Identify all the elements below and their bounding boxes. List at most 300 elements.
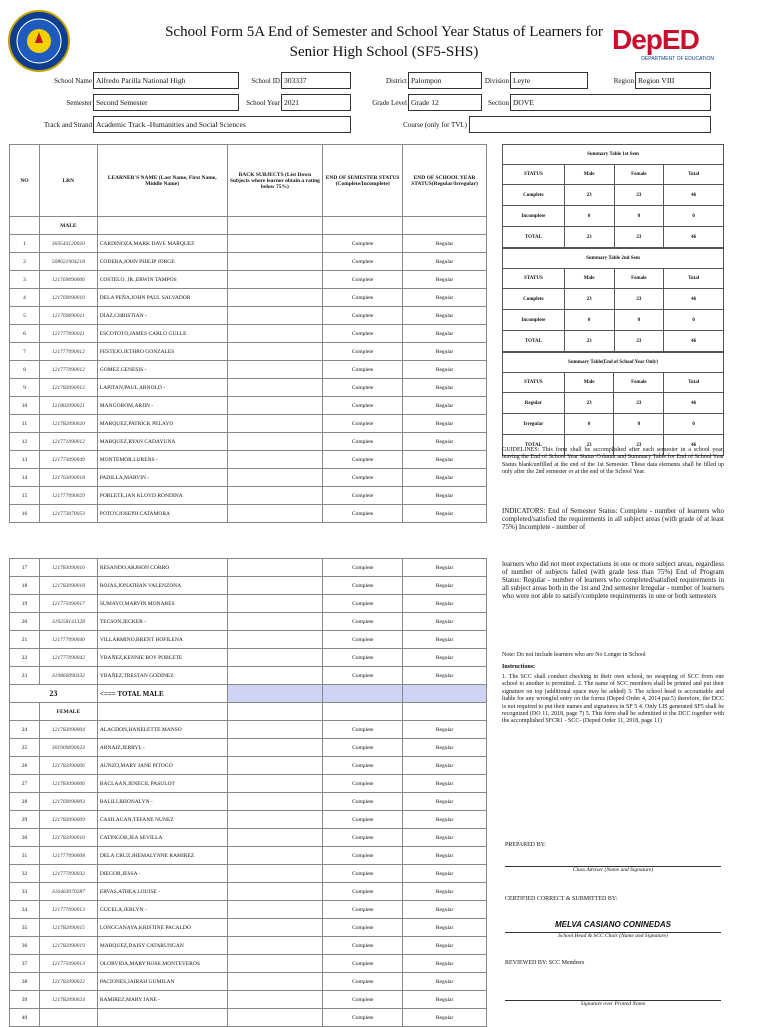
school-name-field[interactable]: Alfredo Parilla National High [93, 72, 239, 89]
row-back-subjects[interactable] [227, 883, 323, 901]
summary-col-male: Male [564, 373, 614, 393]
school-name-label: School Name [54, 77, 92, 85]
row-lrn: 121769090003 [39, 793, 97, 811]
row-learner-name: LONGCANAYA,KRISTINE PACALDO [97, 919, 227, 937]
row-lrn: 121775090013 [39, 955, 97, 973]
row-sem-status: Complete [323, 937, 403, 955]
note-text: Note: Do not include learners who are No Longer in School [502, 652, 646, 658]
table-row [10, 649, 487, 667]
learners-table-bottom [9, 558, 487, 1027]
table-row [10, 379, 487, 397]
row-lrn: 121777090042 [39, 649, 97, 667]
row-lrn: 508021904218 [39, 253, 97, 271]
row-back-subjects[interactable] [227, 595, 323, 613]
row-sy-status: Regular [403, 379, 487, 397]
row-sy-status: Regular [403, 973, 487, 991]
summary-cell-female: 23 [614, 435, 664, 456]
row-learner-name: FESTEJO,JETHRO GONZALES [97, 343, 227, 361]
summary-cell-status: Complete [503, 185, 565, 206]
row-lrn: 121783090006 [39, 775, 97, 793]
row-sy-status: Regular [403, 793, 487, 811]
row-back-subjects[interactable] [227, 847, 323, 865]
row-lrn: 319258141328 [39, 613, 97, 631]
row-sy-status: Regular [403, 343, 487, 361]
row-no: 23 [10, 667, 40, 685]
row-sy-status: Regular [403, 577, 487, 595]
row-lrn: 121782090010 [39, 829, 97, 847]
row-no: 35 [10, 919, 40, 937]
summary-cell-total: 0 [664, 206, 724, 227]
total-male-row [10, 685, 487, 703]
summary-cell-male: 0 [564, 414, 614, 435]
row-sy-status: Regular [403, 757, 487, 775]
row-learner-name: ESCOTOTO,JAMES CARLO GULLE [97, 325, 227, 343]
row-back-subjects[interactable] [227, 667, 323, 685]
row-learner-name: PACIONES,JAIRAH GUMILAN [97, 973, 227, 991]
summary-row [503, 289, 724, 310]
track-field[interactable]: Academic Track -Humanities and Social Sciences [93, 116, 351, 133]
row-sem-status: Complete [323, 721, 403, 739]
row-back-subjects[interactable] [227, 721, 323, 739]
district-label: District [386, 77, 407, 85]
row-sem-status: Complete [323, 775, 403, 793]
row-sy-status: Regular [403, 1009, 487, 1027]
row-back-subjects[interactable] [227, 829, 323, 847]
row-back-subjects[interactable] [227, 451, 323, 469]
row-back-subjects[interactable] [227, 379, 323, 397]
row-back-subjects[interactable] [227, 487, 323, 505]
row-sy-status: Regular [403, 397, 487, 415]
semester-field[interactable]: Second Semester [93, 94, 239, 111]
row-learner-name: CARDINOZA,MARK DAVE MARQUEZ [97, 235, 227, 253]
summary-cell-status: Incomplete [503, 206, 565, 227]
row-no: 22 [10, 649, 40, 667]
summary-col-status: STATUS [503, 165, 565, 185]
row-sy-status: Regular [403, 253, 487, 271]
row-lrn: 121769090006 [39, 271, 97, 289]
row-back-subjects[interactable] [227, 397, 323, 415]
summary-col-total: Total [664, 165, 724, 185]
col-back-subjects-header: BACK SUBJECTS (List Down Subjects where learner obtain a rating below 75%) [227, 145, 323, 217]
row-back-subjects[interactable] [227, 325, 323, 343]
summary-cell-female: 23 [614, 393, 664, 414]
row-sem-status: Complete [323, 865, 403, 883]
table-row [10, 721, 487, 739]
row-learner-name: PADILLA,MARVIN - [97, 469, 227, 487]
summary-cell-status: TOTAL [503, 227, 565, 248]
row-sy-status: Regular [403, 595, 487, 613]
summary-sem2-table [502, 248, 724, 352]
table-row [10, 253, 487, 271]
class-adviser-signature[interactable]: Class Adviser (Name and Signature) [505, 866, 721, 874]
row-learner-name: BACLAAN,JENECIL PASULOT [97, 775, 227, 793]
table-row [10, 271, 487, 289]
section-label: Section [488, 99, 509, 107]
row-no: 9 [10, 379, 40, 397]
summary-sy-table [502, 352, 724, 456]
row-no: 4 [10, 289, 40, 307]
district-field[interactable]: Palompon [408, 72, 482, 89]
instructions-text: 1. The SCC shall conduct checking in their own school, no swapping of SCC from one school to another is permitted. 2. The name of SCC members shall be printed and put their signature on top (additional space may be added) 3. The school head is accountable and liable for any wrongful entry on the forms (Deped Order 4, 2014 par.5) therefore, the DCC is not required to put their names and signatures in SF 5 4. Only LIS generated SF5 shall be recognized (DO 11, 2018, page 7) 5. This form shall be submitted to the DCC together with the accomplished SFCR1 - SCC- (Deped Order 11, 2018, page 11) [502, 674, 724, 725]
summary-cell-total: 46 [664, 393, 724, 414]
table-row [10, 973, 487, 991]
col-lrn-header: LRN [39, 145, 97, 217]
row-no: 5 [10, 307, 40, 325]
row-no: 29 [10, 811, 40, 829]
row-learner-name: CODERA,JOHN PHILIP JORGE [97, 253, 227, 271]
deped-logo-text: DepED [612, 24, 699, 55]
row-sem-status: Complete [323, 415, 403, 433]
row-lrn: 121775090017 [39, 595, 97, 613]
row-sy-status: Regular [403, 829, 487, 847]
row-learner-name: LAPITAN,PAUL ARNOLD - [97, 379, 227, 397]
table-row [10, 451, 487, 469]
row-back-subjects[interactable] [227, 973, 323, 991]
summary-col-female: Female [614, 373, 664, 393]
row-no: 12 [10, 433, 40, 451]
col-name-header: LEARNER'S NAME (Last Name, First Name, Middle Name) [97, 145, 227, 217]
row-back-subjects[interactable] [227, 307, 323, 325]
course-field[interactable] [469, 116, 711, 133]
row-no: 19 [10, 595, 40, 613]
col-sem-status-header: END OF SEMESTER STATUS (Complete/Incomplete) [323, 145, 403, 217]
empty-cell [227, 703, 323, 721]
row-lrn: 121777090029 [39, 487, 97, 505]
summary-cell-male: 23 [564, 185, 614, 206]
row-no: 24 [10, 721, 40, 739]
row-lrn: 121782090022 [39, 973, 97, 991]
row-back-subjects[interactable] [227, 757, 323, 775]
row-lrn: 121777090011 [39, 325, 97, 343]
summary-cell-female: 23 [614, 289, 664, 310]
table-row [10, 577, 487, 595]
row-sy-status: Regular [403, 721, 487, 739]
row-back-subjects[interactable] [227, 955, 323, 973]
row-no: 21 [10, 631, 40, 649]
row-back-subjects[interactable] [227, 235, 323, 253]
male-section-label: MALE [39, 217, 97, 235]
summary-sem1-table [502, 144, 724, 248]
row-sy-status: Regular [403, 505, 487, 523]
row-sem-status: Complete [323, 829, 403, 847]
total-male-fill-cell [323, 685, 403, 703]
table-row [10, 343, 487, 361]
row-sem-status: Complete [323, 901, 403, 919]
summary-cell-male: 23 [564, 227, 614, 248]
row-sem-status: Complete [323, 973, 403, 991]
row-sem-status: Complete [323, 991, 403, 1009]
school-head-name: MELVA CASIANO CONINEDAS [554, 920, 671, 929]
row-back-subjects[interactable] [227, 433, 323, 451]
summary-col-total: Total [664, 269, 724, 289]
table-row [10, 739, 487, 757]
guidelines-text: GUIDELINES: This form shall be accomplished after each semester in a school year, leaving the End of School Year Status Column and Summary Table for End of School Year Status blank/unfilled at the end of the 1st Semester. These data elements shall be filled up only after the 2nd semester or at the end of the School Year. [502, 447, 724, 476]
table-row [10, 289, 487, 307]
row-back-subjects[interactable] [227, 865, 323, 883]
summary-sy-title: Summary Table(End of School Year Only) [503, 353, 724, 373]
summary-cell-male: 23 [564, 331, 614, 352]
row-lrn: 121783090009 [39, 811, 97, 829]
summary-cell-total: 46 [664, 289, 724, 310]
semester-label: Semester [66, 99, 92, 107]
row-learner-name: DIAZ,CHRISTIAN - [97, 307, 227, 325]
row-sy-status: Regular [403, 991, 487, 1009]
row-sy-status: Regular [403, 325, 487, 343]
row-lrn: 303543120020 [39, 235, 97, 253]
prepared-by-label: PREPARED BY: [505, 842, 547, 848]
row-sy-status: Regular [403, 271, 487, 289]
table-row [10, 361, 487, 379]
row-sem-status: Complete [323, 1009, 403, 1027]
certified-label: CERTIFIED CORRECT & SUBMITTED BY: [505, 896, 618, 902]
division-field[interactable]: Leyte [510, 72, 588, 89]
row-sy-status: Regular [403, 289, 487, 307]
row-lrn: 121777090032 [39, 865, 97, 883]
row-sy-status: Regular [403, 919, 487, 937]
row-back-subjects[interactable] [227, 613, 323, 631]
table-row [10, 469, 487, 487]
row-back-subjects[interactable] [227, 793, 323, 811]
row-sem-status: Complete [323, 613, 403, 631]
row-back-subjects[interactable] [227, 739, 323, 757]
table-row [10, 811, 487, 829]
row-lrn: 121769090011 [39, 307, 97, 325]
summary-cell-female: 23 [614, 185, 664, 206]
row-back-subjects[interactable] [227, 271, 323, 289]
row-lrn: 121782090020 [39, 415, 97, 433]
row-lrn: 121783090012 [39, 379, 97, 397]
summary-cell-female: 23 [614, 331, 664, 352]
table-row [10, 325, 487, 343]
row-back-subjects[interactable] [227, 631, 323, 649]
summary-cell-total: 46 [664, 227, 724, 248]
row-sy-status: Regular [403, 811, 487, 829]
row-back-subjects[interactable] [227, 937, 323, 955]
row-sem-status: Complete [323, 469, 403, 487]
row-learner-name: YBAÑEZ,KENNIE BOY POBLETE [97, 649, 227, 667]
row-learner-name: MONTEMOR,LURENS - [97, 451, 227, 469]
row-lrn: 121782090024 [39, 991, 97, 1009]
row-no: 25 [10, 739, 40, 757]
row-sy-status: Regular [403, 631, 487, 649]
summary-header-row [503, 165, 724, 185]
row-back-subjects[interactable] [227, 577, 323, 595]
row-lrn: 121783090004 [39, 721, 97, 739]
row-learner-name: DIEGOR,JESSA - [97, 865, 227, 883]
row-learner-name: BALILI,RHONALYN - [97, 793, 227, 811]
row-sy-status: Regular [403, 955, 487, 973]
summary-cell-total: 46 [664, 185, 724, 206]
row-sem-status: Complete [323, 667, 403, 685]
empty-cell [323, 703, 403, 721]
row-no: 32 [10, 865, 40, 883]
row-sy-status: Regular [403, 937, 487, 955]
row-lrn: 121777090008 [39, 847, 97, 865]
row-learner-name: RAMIREZ,MARY JANE - [97, 991, 227, 1009]
summary-cell-total: 0 [664, 414, 724, 435]
row-sy-status: Regular [403, 901, 487, 919]
form-title-line2: Senior High School (SF5-SHS) [289, 44, 479, 60]
table-row [10, 955, 487, 973]
row-sem-status: Complete [323, 487, 403, 505]
region-label: Region [613, 77, 634, 85]
deped-logo-subtext: DEPARTMENT OF EDUCATION [641, 56, 714, 62]
row-learner-name: YBAÑEZ,TRESTAN GODINEZ [97, 667, 227, 685]
scc-member-signature[interactable]: Signature over Printed Name [505, 1000, 721, 1008]
row-lrn: 316463070287 [39, 883, 97, 901]
row-sy-status: Regular [403, 613, 487, 631]
summary-cell-male: 23 [564, 393, 614, 414]
row-lrn: 121802090021 [39, 397, 97, 415]
row-no: 34 [10, 901, 40, 919]
row-sy-status: Regular [403, 775, 487, 793]
region-field[interactable]: Region VIII [635, 72, 711, 89]
female-section-row [10, 703, 487, 721]
row-learner-name: OLORVIDA,MARY ROSE MONTEVEROS [97, 955, 227, 973]
row-sy-status: Regular [403, 307, 487, 325]
school-year-field[interactable]: 2021 [281, 94, 351, 111]
row-sem-status: Complete [323, 631, 403, 649]
empty-cell [97, 703, 227, 721]
row-learner-name: GUCELA,JERLYN - [97, 901, 227, 919]
grade-level-field[interactable]: Grade 12 [408, 94, 482, 111]
row-learner-name: VILLARMINO,BRENT HOFILENA [97, 631, 227, 649]
row-sem-status: Complete [323, 451, 403, 469]
row-no: 39 [10, 991, 40, 1009]
row-learner-name: ERVAS,ATHEA LOUISE - [97, 883, 227, 901]
row-sy-status: Regular [403, 469, 487, 487]
row-no: 14 [10, 469, 40, 487]
indicators-text: INDICATORS: End of Semester Status: Complete - number of learners who completed/satisfied the requirements in all subject areas (with grade of at least 75%) Incomplete - number of [502, 507, 724, 531]
summary-row [503, 185, 724, 206]
reviewed-by-label: REVIEWED BY: SCC Members [505, 960, 585, 966]
school-id-field[interactable]: 303337 [281, 72, 351, 89]
row-no: 17 [10, 559, 40, 577]
summary-col-female: Female [614, 269, 664, 289]
col-no-header: NO [10, 145, 40, 217]
summary-cell-status: Regular [503, 393, 565, 414]
total-male-fill-cell [403, 685, 487, 703]
row-lrn: 121773070053 [39, 505, 97, 523]
row-sy-status: Regular [403, 433, 487, 451]
row-no: 40 [10, 1009, 40, 1027]
summary-cell-female: 0 [614, 310, 664, 331]
row-learner-name: DELA PEÑA,JOHN PAUL SALVADOR [97, 289, 227, 307]
summary-col-female: Female [614, 165, 664, 185]
table-row [10, 505, 487, 523]
row-sem-status: Complete [323, 361, 403, 379]
summary-cell-total: 46 [664, 435, 724, 456]
row-lrn: 121782090015 [39, 919, 97, 937]
table-row [10, 793, 487, 811]
row-back-subjects[interactable] [227, 469, 323, 487]
summary-col-status: STATUS [503, 373, 565, 393]
row-sy-status: Regular [403, 487, 487, 505]
row-no: 31 [10, 847, 40, 865]
row-learner-name: SUMAYO,MARVIN MONARES [97, 595, 227, 613]
row-no: 13 [10, 451, 40, 469]
row-no: 3 [10, 271, 40, 289]
section-field[interactable]: DOVE [510, 94, 711, 111]
row-lrn: 121777090012 [39, 361, 97, 379]
row-sem-status: Complete [323, 505, 403, 523]
summary-cell-total: 46 [664, 331, 724, 352]
row-sy-status: Regular [403, 415, 487, 433]
form-title-line1: School Form 5A End of Semester and School Year Status of Learners for [165, 24, 603, 40]
table-row [10, 559, 487, 577]
row-sy-status: Regular [403, 235, 487, 253]
row-back-subjects[interactable] [227, 811, 323, 829]
row-sem-status: Complete [323, 235, 403, 253]
row-sy-status: Regular [403, 649, 487, 667]
summary-header-row [503, 373, 724, 393]
row-sem-status: Complete [323, 433, 403, 451]
row-sy-status: Regular [403, 847, 487, 865]
course-label: Course (only for TVL) [403, 121, 467, 129]
table-row [10, 865, 487, 883]
row-back-subjects[interactable] [227, 253, 323, 271]
row-lrn: 319860090332 [39, 667, 97, 685]
total-male-fill-cell [227, 685, 323, 703]
division-label: Division [484, 77, 509, 85]
row-lrn: 301909090023 [39, 739, 97, 757]
school-head-signature[interactable]: School Head & SCC Chair (Name and Signature) [505, 932, 721, 940]
row-sem-status: Complete [323, 325, 403, 343]
school-id-label: School ID [251, 77, 280, 85]
row-back-subjects[interactable] [227, 415, 323, 433]
row-lrn: 121777090040 [39, 631, 97, 649]
row-sem-status: Complete [323, 379, 403, 397]
row-sy-status: Regular [403, 361, 487, 379]
empty-cell [403, 703, 487, 721]
row-back-subjects[interactable] [227, 775, 323, 793]
row-back-subjects[interactable] [227, 649, 323, 667]
row-sem-status: Complete [323, 559, 403, 577]
row-sem-status: Complete [323, 757, 403, 775]
table-row [10, 901, 487, 919]
row-learner-name: CATINGOB,JEA SEVILLA [97, 829, 227, 847]
row-back-subjects[interactable] [227, 901, 323, 919]
table-row [10, 433, 487, 451]
row-back-subjects[interactable] [227, 343, 323, 361]
row-back-subjects[interactable] [227, 919, 323, 937]
track-label: Track and Strand [44, 121, 92, 129]
summary-cell-female: 0 [614, 414, 664, 435]
row-learner-name: MARQUEZ,PATRICK PELAYO [97, 415, 227, 433]
row-no: 28 [10, 793, 40, 811]
empty-cell [10, 703, 40, 721]
row-learner-name: DELA CRUZ,JHEMALYNNE RAMIREZ [97, 847, 227, 865]
row-no: 7 [10, 343, 40, 361]
row-back-subjects[interactable] [227, 289, 323, 307]
row-back-subjects[interactable] [227, 361, 323, 379]
row-no: 20 [10, 613, 40, 631]
row-back-subjects[interactable] [227, 991, 323, 1009]
female-section-label: FEMALE [39, 703, 97, 721]
row-sem-status: Complete [323, 811, 403, 829]
row-sem-status: Complete [323, 793, 403, 811]
row-learner-name: ALAGDON,HANELETTE MANSO [97, 721, 227, 739]
row-back-subjects[interactable] [227, 505, 323, 523]
row-no: 37 [10, 955, 40, 973]
table-row [10, 667, 487, 685]
row-no: 18 [10, 577, 40, 595]
row-learner-name: ROJAS,JONATHAN VALENZONA [97, 577, 227, 595]
row-learner-name: MANGOBOM,ARJIN - [97, 397, 227, 415]
row-back-subjects[interactable] [227, 559, 323, 577]
row-learner-name: POTOY,JOSEPH CATAMORA [97, 505, 227, 523]
row-learner-name: AUNZO,MARY JANE PITOGO [97, 757, 227, 775]
